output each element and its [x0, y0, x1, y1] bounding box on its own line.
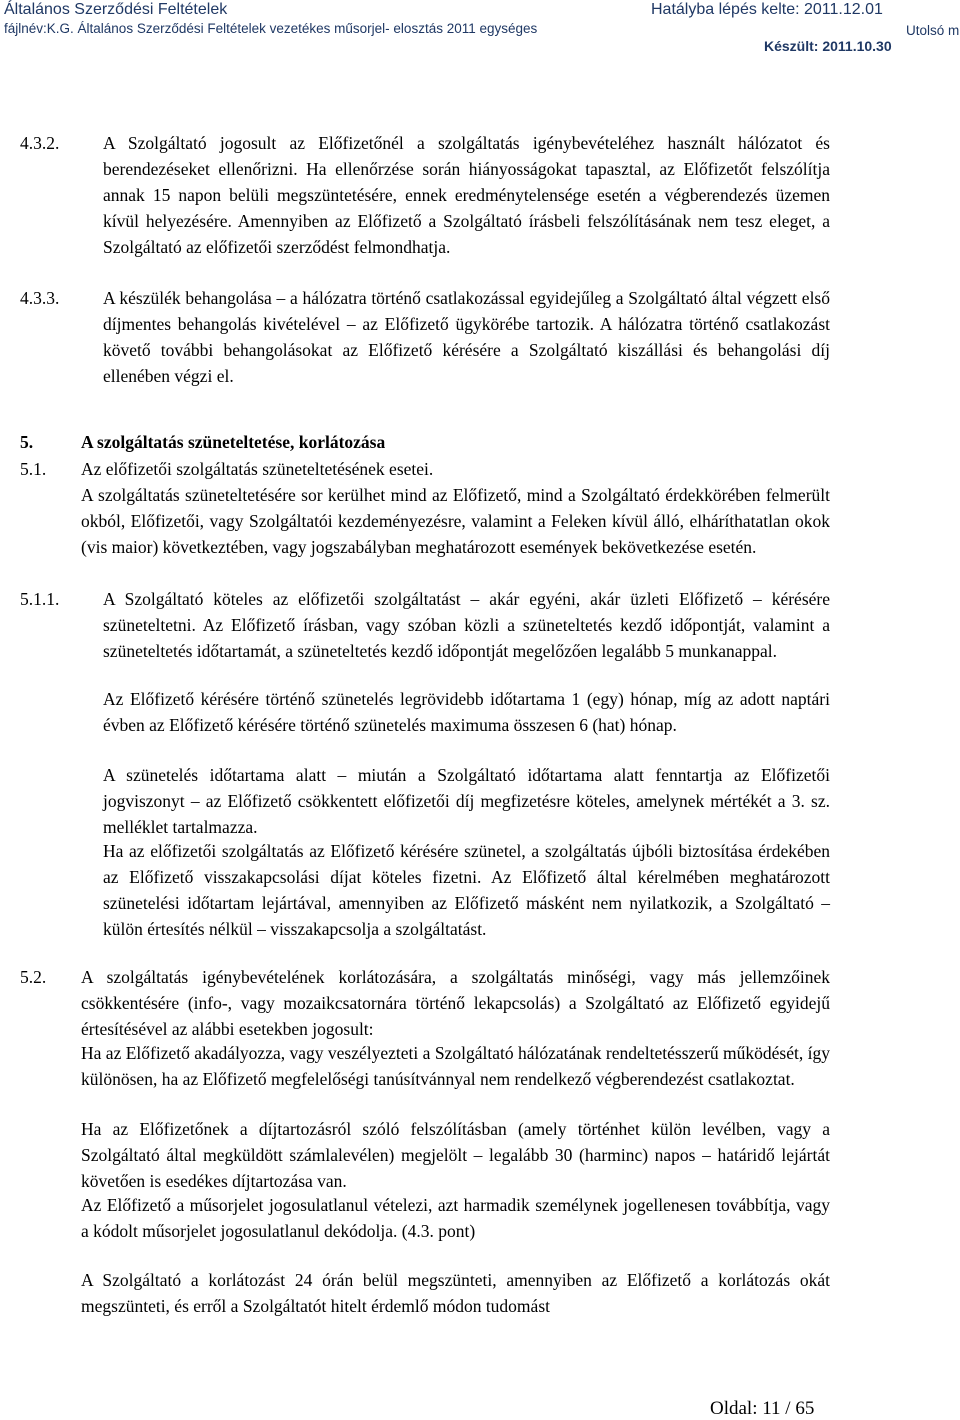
- effective-date: Hatályba lépés kelte: 2011.12.01: [651, 1, 883, 18]
- paragraph-5-1-1-c: A szünetelés időtartama alatt – miután a Szolgáltató időtartama alatt fenntartja az Előfizetői jogviszonyt – az Előfizető csökkentett előfizetői díj megfizetésre köteles, amelynek mértékét a 3. sz. melléklet tartalmazza.: [103, 765, 830, 837]
- section-number: 4.3.3.: [20, 288, 60, 308]
- document-title: Általános Szerződési Feltételek: [4, 1, 228, 18]
- paragraph-5-2-d: Az Előfizető a műsorjelet jogosulatlanul vételezi, azt harmadik személynek jogellenesen továbbítja, vagy a kódolt műsorjelet jogosulatlanul dekódolja. (4.3. pont): [81, 1195, 830, 1241]
- paragraph-4-3-2: A Szolgáltató jogosult az Előfizetőnél a szolgáltatás igénybevételéhez használt hálózatot és berendezéseket ellenőrizni. Ha ellenőrzése során hiányosságokat tapasztal, az Előfizetőt felszólítja annak 15 napon belüli megszüntetésére, ennek eredménytelensége esetén a végberendezés üzemen kívül helyezésére. Amennyiben az Előfizető a Szolgáltató írásbeli felszólításának nem tesz eleget, a Szolgáltató az előfizetői szerződést felmondhatja.: [103, 133, 830, 257]
- paragraph-5-2-a: A szolgáltatás igénybevételének korlátozására, a szolgáltatás minőségi, vagy más jellemzőinek csökkentésére (info-, vagy mozaikcsatornára történő lekapcsolás) a Szolgáltató az Előfizető egyidejű értesítésével az alábbi esetekben jogosult:: [81, 967, 830, 1039]
- section-number: 5.1.: [20, 459, 47, 479]
- section-number: 5.1.1.: [20, 589, 60, 609]
- paragraph-4-3-3: A készülék behangolása – a hálózatra történő csatlakozással egyidejűleg a Szolgáltató által végzett első díjmentes behangolás kivételével – az Előfizető ügykörébe tartozik. A hálózatra történő csatlakozást követő további behangolásokat az Előfizető kérésére a Szolgáltató kiszállási és behangolási díj ellenében végzi el.: [103, 288, 830, 386]
- section-number: 4.3.2.: [20, 133, 60, 153]
- paragraph-5-1-1-b: Az Előfizető kérésére történő szünetelés legrövidebb időtartama 1 (egy) hónap, míg az adott naptári évben az Előfizető kérésére történő szünetelés maximuma összesen 6 (hat) hónap.: [103, 689, 830, 735]
- section-number: 5.2.: [20, 967, 47, 987]
- last-modified-label: Utolsó m: [906, 23, 960, 38]
- chapter-number: 5.: [20, 432, 34, 452]
- paragraph-5-2-c: Ha az Előfizetőnek a díjtartozásról szóló felszólításban (amely történhet külön levélben, vagy a Szolgáltató által megküldött számlalevélen) megjelölt – legalább 30 (harminc) napos – határidő lejártát követően is esedékes díjtartozása van.: [81, 1119, 830, 1191]
- chapter-title: A szolgáltatás szüneteltetése, korlátozása: [81, 432, 386, 452]
- paragraph-5-2-e: A Szolgáltató a korlátozást 24 órán belül megszünteti, amennyiben az Előfizető a korlátozás okát megszünteti, és erről a Szolgáltatót hitelt érdemlő módon tudomást: [81, 1270, 830, 1316]
- section-title: Az előfizetői szolgáltatás szüneteltetésének esetei.: [81, 459, 434, 479]
- created-date: Készült: 2011.10.30: [764, 38, 892, 54]
- paragraph-5-1: A szolgáltatás szüneteltetésére sor kerülhet mind az Előfizető, mind a Szolgáltató érdekkörében felmerült okból, Előfizetői, vagy Szolgáltatói kezdeményezésre, valamint a Feleken kívül álló, elháríthatatlan okok (vis maior) következtében, vagy jogszabályban meghatározott események bekövetkezése esetén.: [81, 485, 830, 557]
- paragraph-5-2-b: Ha az Előfizető akadályozza, vagy veszélyezteti a Szolgáltató hálózatának rendeltetésszerű működését, így különösen, ha az Előfizető megfelelőségi tanúsítvánnyal nem rendelkező végberendezést csatlakoztat.: [81, 1043, 830, 1089]
- paragraph-5-1-1-d: Ha az előfizetői szolgáltatás az Előfizető kérésére szünetel, a szolgáltatás újbóli biztosítása érdekében az Előfizető visszakapcsolási díjat köteles fizetni. Az Előfizető által kérelmében meghatározott szünetelési időtartam lejártával, amennyiben az Előfizető másként nem nyilatkozik, a Szolgáltató – külön értesítés nélkül – visszakapcsolja a szolgáltatást.: [103, 841, 830, 939]
- paragraph-5-1-1-a: A Szolgáltató köteles az előfizetői szolgáltatást – akár egyéni, akár üzleti Előfizető – kérésére szüneteltetni. Az Előfizető írásban, vagy szóban közli a szüneteltetés kezdő időpontját, valamint a szüneteltetés időtartamát, a szüneteltetés kezdő időpontját megelőzően legalább 5 munkanappal.: [103, 589, 830, 661]
- file-name: fájlnév:K.G. Általános Szerződési Feltételek vezetékes műsorjel- elosztás 2011 egységes: [4, 21, 538, 36]
- page-number: Oldal: 11 / 65: [710, 1398, 815, 1419]
- page-header: [0, 0, 960, 70]
